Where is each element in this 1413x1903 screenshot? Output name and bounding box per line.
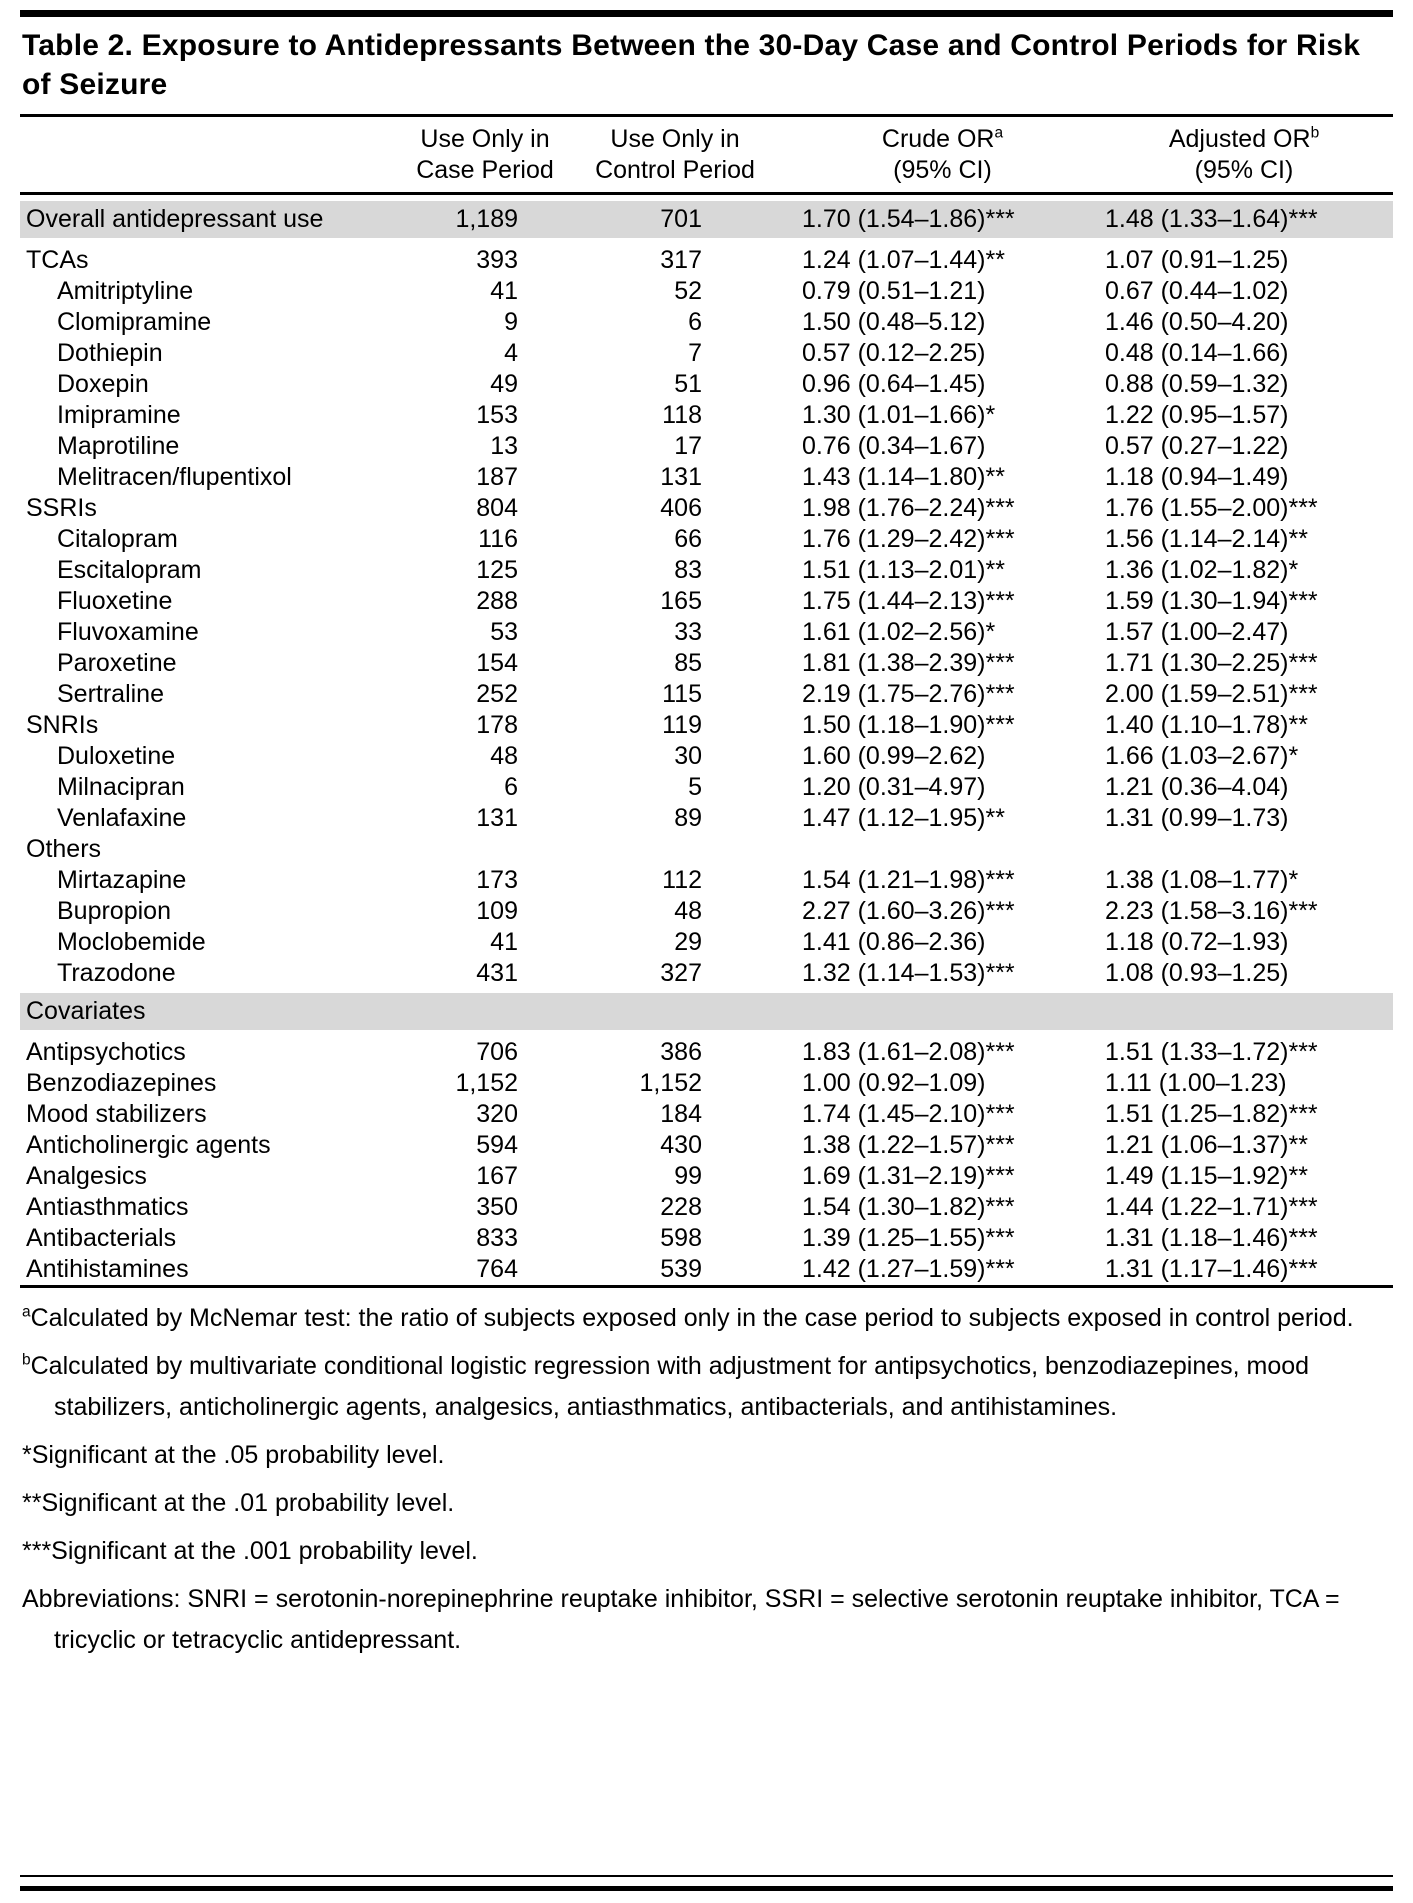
adjusted-or-value [1095, 834, 1393, 865]
row-label: Fluvoxamine [57, 618, 199, 646]
control-period-count: 165 [660, 587, 702, 615]
crude-or-value: 1.74 (1.45–2.10)*** [802, 1100, 1015, 1128]
crude-or-value: 2.27 (1.60–3.26)*** [802, 897, 1015, 925]
control-period-count: 17 [674, 432, 702, 460]
table-row [20, 1161, 1393, 1192]
crude-or-value: 1.43 (1.14–1.80)** [802, 463, 1005, 491]
adjusted-or-value: 1.38 (1.08–1.77)* [1105, 866, 1299, 894]
adjusted-or-value: 0.57 (0.27–1.22) [1105, 432, 1289, 460]
row-label: Venlafaxine [57, 804, 187, 832]
drug-column-header [20, 124, 410, 186]
control-period-count: 99 [674, 1162, 702, 1190]
table-row [20, 1037, 1393, 1068]
row-label: Mirtazapine [57, 866, 187, 894]
table-row [20, 958, 1393, 989]
adjusted-or-value: 1.51 (1.25–1.82)*** [1105, 1100, 1318, 1128]
table-row [20, 431, 1393, 462]
table-row [20, 648, 1393, 679]
row-label: Imipramine [57, 401, 181, 429]
row-label: Sertraline [57, 680, 164, 708]
adjusted-or-value: 1.66 (1.03–2.67)* [1105, 742, 1299, 770]
adjusted-or-value: 1.44 (1.22–1.71)*** [1105, 1193, 1318, 1221]
crude-or-value: 1.39 (1.25–1.55)*** [802, 1224, 1015, 1252]
table-row [20, 803, 1393, 834]
control-period-count: 118 [662, 401, 702, 429]
row-label: SNRIs [26, 711, 99, 739]
adjusted-or-value: 1.36 (1.02–1.82)* [1105, 556, 1299, 584]
case-period-count: 320 [476, 1100, 518, 1128]
footnote: $^a$Calculated by McNemar test: the ratio of subjects exposed only in the case period to subjects exposed in control period. [22, 1303, 1354, 1332]
case-period-count: 48 [490, 742, 518, 770]
case-period-count: 1,152 [455, 1069, 518, 1097]
crude-or-value: 1.50 (1.18–1.90)*** [802, 711, 1015, 739]
superscript-b: b [1310, 124, 1320, 142]
control-period-count: 228 [660, 1193, 702, 1221]
crude-or-value: 1.81 (1.38–2.39)*** [802, 649, 1015, 677]
table-row [20, 1068, 1393, 1099]
case-period-count: 1,189 [455, 205, 518, 233]
adjusted-or-value: 1.08 (0.93–1.25) [1105, 959, 1289, 987]
crude-or-value: 1.42 (1.27–1.59)*** [802, 1255, 1015, 1283]
row-label: Trazodone [57, 959, 176, 987]
adjusted-or-value: 1.57 (1.00–2.47) [1105, 618, 1289, 646]
adjusted-or-value: 1.21 (0.36–4.04) [1105, 773, 1289, 801]
case-period-count: 764 [476, 1255, 518, 1283]
case-period-count: 288 [476, 587, 518, 615]
spacer [20, 1668, 1393, 1875]
footnote: $^b$Calculated by multivariate conditional logistic regression with adjustment for antipsychotics, benzodiazepines, mood stabilizers, anticholinergic agents, analgesics, antiasthmatics, antibacterials, and antihistamines. [22, 1351, 1310, 1421]
footnote: Abbreviations: SNRI = serotonin-norepinephrine reuptake inhibitor, SSRI = selective serotonin reuptake inhibitor, TCA = tricyclic or tetracyclic antidepressant. [22, 1585, 1340, 1654]
row-label: TCAs [26, 246, 89, 274]
control-period-count [560, 834, 790, 865]
crude-or-value: 1.83 (1.61–2.08)*** [802, 1038, 1015, 1066]
control-period-count: 89 [674, 804, 702, 832]
table-row [20, 1223, 1393, 1254]
control-period-count: 701 [660, 205, 702, 233]
table-row [20, 896, 1393, 927]
control-period-count: 386 [660, 1038, 702, 1066]
row-label: Melitracen/flupentixol [57, 463, 292, 491]
row-label: Milnacipran [57, 773, 185, 801]
case-period-count: 125 [476, 556, 518, 584]
case-period-count: 706 [476, 1038, 518, 1066]
row-label: Amitriptyline [57, 277, 194, 305]
control-period-count: 33 [674, 618, 702, 646]
case-period-count [410, 834, 560, 865]
case-period-count: 49 [490, 370, 518, 398]
crude-or-value: 1.61 (1.02–2.56)* [802, 618, 996, 646]
header-line: (95% CI) [893, 156, 992, 184]
case-period-count: 431 [476, 959, 518, 987]
adjusted-or-value: 1.51 (1.33–1.72)*** [1105, 1038, 1318, 1066]
row-label: Others [26, 835, 102, 863]
header-line: Adjusted OR [1168, 125, 1311, 153]
control-period-count: 52 [674, 277, 702, 305]
control-period-count: 85 [674, 649, 702, 677]
footnote-marker: b [22, 1351, 31, 1369]
case-period-count [410, 996, 560, 1027]
crude-or-value: 1.60 (0.99–2.62) [802, 742, 986, 770]
row-label: Moclobemide [57, 928, 206, 956]
crude-or-value: 1.41 (0.86–2.36) [802, 928, 986, 956]
adjusted-or-value: 1.07 (0.91–1.25) [1105, 246, 1289, 274]
adjusted-or-value: 1.59 (1.30–1.94)*** [1105, 587, 1318, 615]
crude-or-value: 1.24 (1.07–1.44)** [802, 246, 1005, 274]
table-row [20, 369, 1393, 400]
adjusted-or-value: 1.40 (1.10–1.78)** [1105, 711, 1308, 739]
case-period-count: 393 [476, 246, 518, 274]
bottom-rule-thin [20, 1875, 1393, 1877]
crude-or-value: 0.79 (0.51–1.21) [802, 277, 986, 305]
row-label: Bupropion [57, 897, 171, 925]
row-label: Antipsychotics [26, 1038, 186, 1066]
crude-or-value: 1.98 (1.76–2.24)*** [802, 494, 1015, 522]
adjusted-or-value: 1.49 (1.15–1.92)** [1105, 1162, 1308, 1190]
row-label: Anticholinergic agents [26, 1131, 271, 1159]
footnote-marker: a [22, 1303, 31, 1321]
case-period-count: 594 [476, 1131, 518, 1159]
table-row [20, 1192, 1393, 1223]
control-period-count: 112 [662, 866, 702, 894]
row-label: Mood stabilizers [26, 1100, 207, 1128]
row-label: Antibacterials [26, 1224, 177, 1252]
crude-or-value: 1.50 (0.48–5.12) [802, 308, 986, 336]
table-row [20, 1099, 1393, 1130]
header-line: Use Only in [420, 125, 550, 153]
table-row [20, 245, 1393, 276]
control-period-count: 115 [662, 680, 702, 708]
control-period-count: 30 [674, 742, 702, 770]
table-header-row [20, 117, 1393, 192]
table-row [20, 276, 1393, 307]
row-label: SSRIs [26, 494, 97, 522]
control-period-count: 83 [674, 556, 702, 584]
control-period-count: 184 [660, 1100, 702, 1128]
control-period-count [560, 996, 790, 1027]
table-body [20, 195, 1393, 1285]
crude-or-value: 1.76 (1.29–2.42)*** [802, 525, 1015, 553]
section-row [20, 201, 1393, 238]
crude-or-column-header [790, 124, 1095, 186]
control-period-count: 48 [674, 897, 702, 925]
crude-or-value: 0.57 (0.12–2.25) [802, 339, 986, 367]
table-row [20, 1130, 1393, 1161]
case-period-count: 41 [490, 277, 518, 305]
row-label: Dothiepin [57, 339, 163, 367]
adjusted-or-value: 2.00 (1.59–2.51)*** [1105, 680, 1318, 708]
case-period-count: 804 [476, 494, 518, 522]
control-period-count: 598 [660, 1224, 702, 1252]
adjusted-or-value: 1.18 (0.94–1.49) [1105, 463, 1289, 491]
control-period-count: 1,152 [639, 1069, 702, 1097]
case-period-count: 6 [504, 773, 518, 801]
header-line: Crude OR [881, 125, 995, 153]
case-period-count: 41 [490, 928, 518, 956]
case-period-count: 187 [476, 463, 518, 491]
adjusted-or-value: 1.31 (1.17–1.46)*** [1105, 1255, 1318, 1283]
case-period-count: 13 [490, 432, 518, 460]
crude-or-value: 0.96 (0.64–1.45) [802, 370, 986, 398]
adjusted-or-value [1095, 996, 1393, 1027]
control-period-count: 66 [674, 525, 702, 553]
adjusted-or-value: 1.56 (1.14–2.14)** [1105, 525, 1308, 553]
adjusted-or-value: 1.46 (0.50–4.20) [1105, 308, 1289, 336]
case-period-count: 350 [476, 1193, 518, 1221]
table-row [20, 307, 1393, 338]
case-period-count: 9 [504, 308, 518, 336]
case-period-count: 173 [476, 866, 518, 894]
case-period-count: 4 [504, 339, 518, 367]
table-row [20, 493, 1393, 524]
table-row [20, 524, 1393, 555]
crude-or-value: 1.32 (1.14–1.53)*** [802, 959, 1015, 987]
table-row [20, 586, 1393, 617]
table-row [20, 710, 1393, 741]
table-row [20, 927, 1393, 958]
table-title: Table 2. Exposure to Antidepressants Between the 30-Day Case and Control Periods for Risk of Seizure [22, 29, 1361, 101]
table-row [20, 865, 1393, 896]
row-label: Clomipramine [57, 308, 212, 336]
crude-or-value: 1.51 (1.13–2.01)** [802, 556, 1005, 584]
row-label: Overall antidepressant use [26, 205, 324, 233]
adjusted-or-value: 2.23 (1.58–3.16)*** [1105, 897, 1318, 925]
table-row [20, 1254, 1393, 1285]
case-period-count: 154 [476, 649, 518, 677]
table-row [20, 555, 1393, 586]
adjusted-or-value: 1.76 (1.55–2.00)*** [1105, 494, 1318, 522]
adjusted-or-value: 1.31 (0.99–1.73) [1105, 804, 1289, 832]
row-label: Paroxetine [57, 649, 177, 677]
table-row [20, 741, 1393, 772]
crude-or-value: 1.38 (1.22–1.57)*** [802, 1131, 1015, 1159]
crude-or-value: 1.47 (1.12–1.95)** [802, 804, 1005, 832]
crude-or-value: 0.76 (0.34–1.67) [802, 432, 986, 460]
row-label: Maprotiline [57, 432, 180, 460]
adjusted-or-value: 1.71 (1.30–2.25)*** [1105, 649, 1318, 677]
control-period-count: 327 [660, 959, 702, 987]
control-period-count: 7 [688, 339, 702, 367]
row-label: Covariates [26, 997, 146, 1025]
case-period-column-header [410, 124, 560, 186]
adjusted-or-column-header [1095, 124, 1393, 186]
control-period-column-header [560, 124, 790, 186]
crude-or-value [790, 996, 1095, 1027]
case-period-count: 116 [478, 525, 518, 553]
section-row [20, 993, 1393, 1030]
case-period-count: 109 [476, 897, 518, 925]
crude-or-value: 2.19 (1.75–2.76)*** [802, 680, 1015, 708]
adjusted-or-value: 0.48 (0.14–1.66) [1105, 339, 1289, 367]
top-rule [20, 10, 1393, 17]
case-period-count: 153 [476, 401, 518, 429]
row-label: Citalopram [57, 525, 178, 553]
crude-or-value: 1.70 (1.54–1.86)*** [802, 205, 1015, 233]
adjusted-or-value: 0.67 (0.44–1.02) [1105, 277, 1289, 305]
footnote: *Significant at the .05 probability level. [22, 1441, 445, 1469]
table-row [20, 834, 1393, 865]
header-line: Control Period [595, 156, 755, 184]
crude-or-value: 1.20 (0.31–4.97) [802, 773, 986, 801]
row-label: Escitalopram [57, 556, 202, 584]
crude-or-value: 1.54 (1.21–1.98)*** [802, 866, 1015, 894]
control-period-count: 131 [660, 463, 702, 491]
row-label: Doxepin [57, 370, 149, 398]
superscript-a: a [994, 124, 1004, 142]
adjusted-or-value: 1.21 (1.06–1.37)** [1105, 1131, 1308, 1159]
control-period-count: 51 [674, 370, 702, 398]
control-period-count: 6 [688, 308, 702, 336]
crude-or-value: 1.30 (1.01–1.66)* [802, 401, 996, 429]
case-period-count: 833 [476, 1224, 518, 1252]
footnotes [20, 1288, 1393, 1668]
crude-or-value: 1.00 (0.92–1.09) [802, 1069, 986, 1097]
crude-or-value [790, 834, 1095, 865]
crude-or-value: 1.69 (1.31–2.19)*** [802, 1162, 1015, 1190]
row-label: Analgesics [26, 1162, 147, 1190]
control-period-count: 406 [660, 494, 702, 522]
table-row [20, 617, 1393, 648]
adjusted-or-value: 0.88 (0.59–1.32) [1105, 370, 1289, 398]
crude-or-value: 1.75 (1.44–2.13)*** [802, 587, 1015, 615]
table-row [20, 462, 1393, 493]
case-period-count: 53 [490, 618, 518, 646]
control-period-count: 29 [674, 928, 702, 956]
crude-or-value: 1.54 (1.30–1.82)*** [802, 1193, 1015, 1221]
row-label: Benzodiazepines [26, 1069, 217, 1097]
table-row [20, 772, 1393, 803]
case-period-count: 252 [476, 680, 518, 708]
footnote: ***Significant at the .001 probability level. [22, 1537, 478, 1565]
table-row [20, 679, 1393, 710]
control-period-count: 5 [688, 773, 702, 801]
control-period-count: 119 [662, 711, 702, 739]
row-label: Duloxetine [57, 742, 176, 770]
header-line: Case Period [416, 156, 554, 184]
adjusted-or-value: 1.11 (1.00–1.23) [1105, 1069, 1287, 1097]
case-period-count: 178 [476, 711, 518, 739]
table-row [20, 400, 1393, 431]
footnote: **Significant at the .01 probability level. [22, 1489, 455, 1517]
case-period-count: 167 [476, 1162, 518, 1190]
row-label: Antihistamines [26, 1255, 189, 1283]
adjusted-or-value: 1.48 (1.33–1.64)*** [1105, 205, 1318, 233]
row-label: Fluoxetine [57, 587, 173, 615]
adjusted-or-value: 1.18 (0.72–1.93) [1105, 928, 1289, 956]
control-period-count: 539 [660, 1255, 702, 1283]
header-line: Use Only in [610, 125, 740, 153]
control-period-count: 317 [660, 246, 702, 274]
header-line: (95% CI) [1194, 156, 1294, 184]
control-period-count: 430 [660, 1131, 702, 1159]
adjusted-or-value: 1.31 (1.18–1.46)*** [1105, 1224, 1318, 1252]
bottom-rule-thick [20, 1886, 1393, 1891]
row-label: Antiasthmatics [26, 1193, 189, 1221]
adjusted-or-value: 1.22 (0.95–1.57) [1105, 401, 1289, 429]
case-period-count: 131 [476, 804, 518, 832]
table-row [20, 338, 1393, 369]
